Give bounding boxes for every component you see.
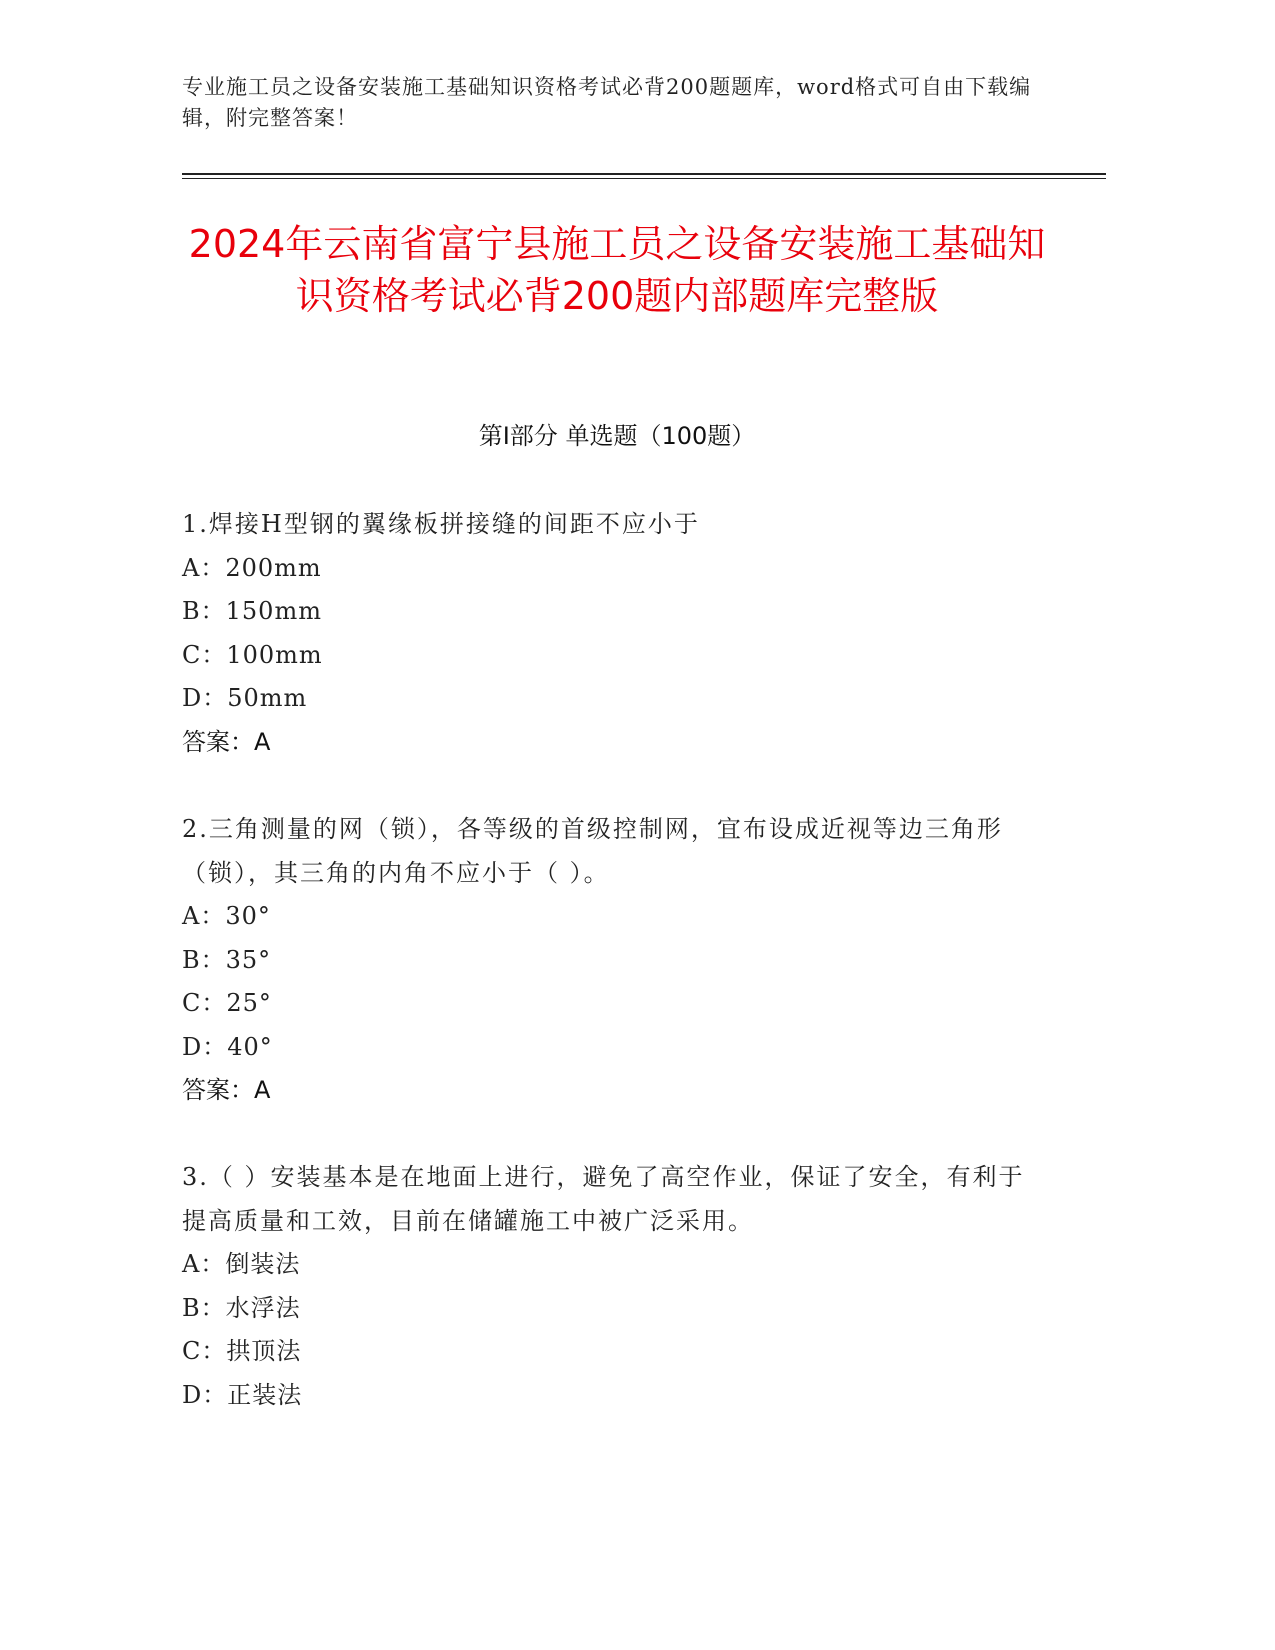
option-a: A：200mm bbox=[182, 553, 322, 582]
answer: 答案：A bbox=[182, 727, 271, 756]
option-c: C：100mm bbox=[182, 640, 323, 669]
question-stem: 1.焊接H型钢的翼缘板拼接缝的间距不应小于 bbox=[182, 510, 700, 538]
document-title: 2024年云南省富宁县施工员之设备安装施工基础知识资格考试必背200题内部题库完整版 bbox=[188, 222, 1046, 318]
answer: 答案：A bbox=[182, 1076, 271, 1104]
question-block bbox=[182, 808, 1042, 1113]
option-a: A：倒装法 bbox=[182, 1250, 301, 1278]
option-d: D：40° bbox=[182, 1032, 273, 1061]
option-c: C：25° bbox=[182, 989, 272, 1017]
question-stem: 2.三角测量的网（锁），各等级的首级控制网，宜布设成近视等边三角形（锁），其三角的内角不应小于（ ）。 bbox=[182, 815, 1003, 887]
header-rule-thin bbox=[182, 178, 1106, 179]
option-c: C：拱顶法 bbox=[182, 1337, 302, 1365]
question-block bbox=[182, 503, 1042, 764]
option-b: B：水浮法 bbox=[182, 1293, 301, 1322]
header-rule-thick bbox=[182, 173, 1106, 175]
option-d: D：50mm bbox=[182, 684, 308, 712]
header-note: 专业施工员之设备安装施工基础知识资格考试必背200题题库，word格式可自由下载编辑，附完整答案！ bbox=[182, 75, 1032, 130]
section-title: 第I部分 单选题（100题） bbox=[478, 422, 756, 450]
question-stem: 3.（ ）安装基本是在地面上进行，避免了高空作业，保证了安全，有利于提高质量和工效，目前在储罐施工中被广泛采用。 bbox=[182, 1163, 1025, 1235]
option-a: A：30° bbox=[182, 902, 271, 930]
option-b: B：35° bbox=[182, 945, 272, 974]
option-b: B：150mm bbox=[182, 597, 322, 625]
option-d: D：正装法 bbox=[182, 1380, 303, 1409]
question-block bbox=[182, 1156, 1042, 1417]
